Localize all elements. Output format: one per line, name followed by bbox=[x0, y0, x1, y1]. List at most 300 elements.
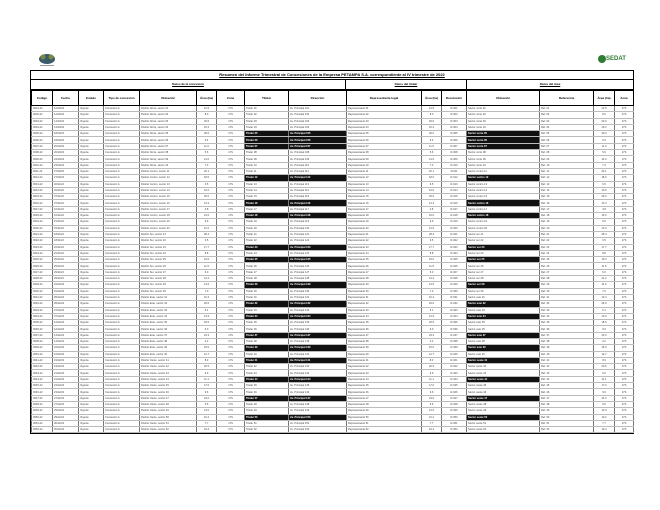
table-cell: 30.0 bbox=[594, 131, 615, 137]
table-cell: 6.5 bbox=[422, 181, 442, 187]
table-cell: Sector oeste 51 bbox=[467, 420, 540, 426]
table-cell: R-016 bbox=[442, 200, 467, 206]
table-cell: 0004-22 bbox=[32, 124, 53, 130]
table-cell: 17S bbox=[217, 118, 245, 124]
table-cell: R-027 bbox=[442, 269, 467, 275]
table-cell: Titular 12 bbox=[245, 175, 289, 181]
table-cell: Av. Principal 131 bbox=[289, 294, 347, 300]
table-cell: R-046 bbox=[442, 389, 467, 395]
table-cell: 17S bbox=[615, 332, 634, 338]
table-cell: 19.4 bbox=[422, 427, 442, 433]
table-cell: 11.1 bbox=[422, 376, 442, 382]
table-cell: 16.0 bbox=[594, 213, 615, 219]
table-cell: Distrito Oeste, sector 41 bbox=[140, 357, 197, 363]
table-cell: R-022 bbox=[442, 238, 467, 244]
table-cell: 30/12/22 bbox=[53, 420, 79, 426]
table-cell: Distrito Sur, sector 29 bbox=[140, 282, 197, 288]
table-cell: Vigente bbox=[79, 389, 104, 395]
table-cell: 19.0 bbox=[594, 257, 615, 263]
table-cell: 7.3 bbox=[594, 162, 615, 168]
table-cell: R-051 bbox=[442, 420, 467, 426]
table-cell: Distrito Este, sector 38 bbox=[140, 338, 197, 344]
table-cell: 0022-22 bbox=[32, 238, 53, 244]
table-cell: Vigente bbox=[79, 162, 104, 168]
table-cell: 12.0 bbox=[197, 225, 217, 231]
table-cell: 17S bbox=[615, 225, 634, 231]
table-cell: Sector centro 18 bbox=[467, 213, 540, 219]
table-cell: Ref. 39 bbox=[540, 345, 594, 351]
table-cell: Sector norte 03 bbox=[467, 118, 540, 124]
table-cell: Av. Principal 104 bbox=[289, 124, 347, 130]
table-cell: Ref. 15 bbox=[540, 194, 594, 200]
table-cell: Concesión A bbox=[104, 401, 140, 407]
table-cell: 17S bbox=[217, 301, 245, 307]
table-cell: Concesión A bbox=[104, 282, 140, 288]
table-cell: 13.9 bbox=[197, 313, 217, 319]
table-cell: 17S bbox=[217, 338, 245, 344]
table-cell: Concesión A bbox=[104, 206, 140, 212]
table-cell: Representante 25 bbox=[347, 257, 422, 263]
table-cell: R-044 bbox=[442, 376, 467, 382]
table-cell: R-018 bbox=[442, 213, 467, 219]
table-cell: 10/11/22 bbox=[53, 213, 79, 219]
column-header: Área (ha) bbox=[422, 91, 442, 106]
table-cell: 17S bbox=[615, 364, 634, 370]
table-cell: Titular 32 bbox=[245, 301, 289, 307]
table-cell: 02/11/22 bbox=[53, 187, 79, 193]
table-cell: 15.0 bbox=[422, 345, 442, 351]
table-cell: 16/12/22 bbox=[53, 345, 79, 351]
table-cell: 21/12/22 bbox=[53, 370, 79, 376]
table-cell: 29/11/22 bbox=[53, 276, 79, 282]
table-cell: Distrito Este, sector 33 bbox=[140, 307, 197, 313]
table-cell: 20/10/22 bbox=[53, 150, 79, 156]
table-cell: 12.5 bbox=[594, 106, 615, 112]
table-cell: Sector sur 23 bbox=[467, 244, 540, 250]
table-cell: Distrito Centro, sector 19 bbox=[140, 219, 197, 225]
table-cell: 17S bbox=[217, 231, 245, 237]
table-cell: R-031 bbox=[442, 294, 467, 300]
table-cell: 17S bbox=[615, 383, 634, 389]
column-groups bbox=[31, 80, 633, 90]
table-cell: Titular 38 bbox=[245, 338, 289, 344]
table-cell: Concesión A bbox=[104, 320, 140, 326]
table-cell: Distrito Centro, sector 13 bbox=[140, 181, 197, 187]
table-cell: Ref. 50 bbox=[540, 414, 594, 420]
table-cell: Ref. 17 bbox=[540, 206, 594, 212]
table-cell: Ref. 27 bbox=[540, 269, 594, 275]
table-cell: 17S bbox=[217, 320, 245, 326]
table-cell: R-015 bbox=[442, 194, 467, 200]
table-cell: 0041-22 bbox=[32, 357, 53, 363]
table-cell: Av. Principal 150 bbox=[289, 414, 347, 420]
table-cell: 4.2 bbox=[197, 338, 217, 344]
table-cell: Concesión A bbox=[104, 414, 140, 420]
table-cell: Av. Principal 102 bbox=[289, 112, 347, 118]
table-cell: Vigente bbox=[79, 156, 104, 162]
table-cell: 0007-22 bbox=[32, 143, 53, 149]
table-cell: Titular 16 bbox=[245, 200, 289, 206]
table-cell: Titular 24 bbox=[245, 250, 289, 256]
table-cell: Sector este 35 bbox=[467, 320, 540, 326]
table-cell: 17S bbox=[615, 288, 634, 294]
table-cell: 0024-22 bbox=[32, 250, 53, 256]
table-cell: Ref. 11 bbox=[540, 168, 594, 174]
table-cell: 8.3 bbox=[594, 357, 615, 363]
table-cell: 17S bbox=[615, 263, 634, 269]
table-cell: 29/11/22 bbox=[53, 269, 79, 275]
table-cell: Vigente bbox=[79, 257, 104, 263]
table-cell: Representante 15 bbox=[347, 194, 422, 200]
table-cell: Distrito Oeste, sector 42 bbox=[140, 364, 197, 370]
table-cell: Av. Principal 130 bbox=[289, 288, 347, 294]
table-cell: Sector oeste 47 bbox=[467, 395, 540, 401]
table-cell: Concesión A bbox=[104, 150, 140, 156]
table-cell: 5.5 bbox=[197, 401, 217, 407]
table-cell: Av. Principal 148 bbox=[289, 401, 347, 407]
table-cell: Vigente bbox=[79, 200, 104, 206]
table-cell: Representante 13 bbox=[347, 181, 422, 187]
table-cell: R-038 bbox=[442, 338, 467, 344]
table-cell: 17.0 bbox=[422, 383, 442, 389]
table-cell: Ref. 25 bbox=[540, 257, 594, 263]
table-cell: 11.5 bbox=[197, 263, 217, 269]
table-cell: Concesión A bbox=[104, 395, 140, 401]
table-cell: 17S bbox=[217, 370, 245, 376]
table-cell: 17S bbox=[615, 376, 634, 382]
table-cell: Concesión A bbox=[104, 213, 140, 219]
table-cell: 17S bbox=[217, 332, 245, 338]
table-cell: Sector centro 16 bbox=[467, 200, 540, 206]
table-cell: Concesión A bbox=[104, 244, 140, 250]
table-cell: R-033 bbox=[442, 307, 467, 313]
table-cell: 23.3 bbox=[594, 332, 615, 338]
table-cell: 17S bbox=[615, 389, 634, 395]
table-cell: Ref. 14 bbox=[540, 187, 594, 193]
table-cell: 10.4 bbox=[594, 294, 615, 300]
table-cell: Sector centro 15 bbox=[467, 194, 540, 200]
table-cell: Ref. 52 bbox=[540, 427, 594, 433]
table-cell: Representante 10 bbox=[347, 162, 422, 168]
table-cell: 18.5 bbox=[197, 320, 217, 326]
table-cell: Titular 40 bbox=[245, 351, 289, 357]
table-cell: 15.0 bbox=[197, 345, 217, 351]
table-cell: R-023 bbox=[442, 244, 467, 250]
table-cell: 18.0 bbox=[422, 175, 442, 181]
table-cell: 23/12/22 bbox=[53, 389, 79, 395]
table-cell: 11.5 bbox=[594, 263, 615, 269]
table-cell: Representante 34 bbox=[347, 313, 422, 319]
table-cell: Vigente bbox=[79, 106, 104, 112]
table-cell: Av. Principal 120 bbox=[289, 225, 347, 231]
table-cell: Titular 30 bbox=[245, 288, 289, 294]
table-cell: 13.0 bbox=[197, 408, 217, 414]
table-cell: Sector norte 10 bbox=[467, 162, 540, 168]
table-cell: Sector centro 19 bbox=[467, 219, 540, 225]
table-cell: 17S bbox=[217, 414, 245, 420]
table-cell: 17S bbox=[217, 364, 245, 370]
table-cell: 18/10/22 bbox=[53, 137, 79, 143]
table-cell: 4.2 bbox=[422, 338, 442, 344]
table-cell: Av. Principal 122 bbox=[289, 238, 347, 244]
table-cell: Av. Principal 113 bbox=[289, 181, 347, 187]
table-cell: Vigente bbox=[79, 263, 104, 269]
table-cell: Titular 27 bbox=[245, 269, 289, 275]
table-cell: 17S bbox=[615, 168, 634, 174]
table-cell: Av. Principal 149 bbox=[289, 408, 347, 414]
table-cell: Sector este 33 bbox=[467, 307, 540, 313]
table-cell: 17S bbox=[615, 313, 634, 319]
table-cell: Vigente bbox=[79, 351, 104, 357]
column-header: Zona bbox=[615, 91, 634, 106]
table-cell: Concesión A bbox=[104, 389, 140, 395]
table-cell: 17S bbox=[217, 326, 245, 332]
table-cell: 17S bbox=[615, 338, 634, 344]
table-cell: Distrito Oeste, sector 44 bbox=[140, 376, 197, 382]
column-header: Titular bbox=[245, 91, 289, 106]
table-cell: 12.7 bbox=[422, 351, 442, 357]
table-cell: R-004 bbox=[442, 124, 467, 130]
table-cell: 24/10/22 bbox=[53, 156, 79, 162]
table-cell: 17S bbox=[615, 213, 634, 219]
table-cell: Representante 17 bbox=[347, 206, 422, 212]
table-cell: 0010-22 bbox=[32, 162, 53, 168]
table-cell: 25.0 bbox=[422, 194, 442, 200]
table-cell: Titular 06 bbox=[245, 137, 289, 143]
table-cell: 10.4 bbox=[197, 294, 217, 300]
table-cell: 17S bbox=[217, 187, 245, 193]
table-cell: 11.0 bbox=[594, 143, 615, 149]
table-cell: 0014-22 bbox=[32, 187, 53, 193]
column-header: Ubicación bbox=[140, 91, 197, 106]
table-cell: 5.5 bbox=[594, 401, 615, 407]
table-cell: Av. Principal 138 bbox=[289, 338, 347, 344]
table-cell: 15/11/22 bbox=[53, 219, 79, 225]
table-cell: Vigente bbox=[79, 313, 104, 319]
table-cell: Distrito Norte, sector 04 bbox=[140, 124, 197, 130]
table-cell: 0005-22 bbox=[32, 131, 53, 137]
table-cell: Titular 42 bbox=[245, 364, 289, 370]
table-cell: Av. Principal 139 bbox=[289, 345, 347, 351]
table-cell: 17S bbox=[217, 150, 245, 156]
table-cell: Representante 33 bbox=[347, 307, 422, 313]
table-cell: Titular 36 bbox=[245, 326, 289, 332]
table-cell: Titular 08 bbox=[245, 150, 289, 156]
table-cell: 17S bbox=[217, 307, 245, 313]
table-cell: 12.5 bbox=[422, 106, 442, 112]
table-cell: 17S bbox=[217, 269, 245, 275]
table-cell: 17S bbox=[217, 156, 245, 162]
table-cell: 8.3 bbox=[197, 357, 217, 363]
table-cell: Sector sur 22 bbox=[467, 238, 540, 244]
table-cell: Distrito Oeste, sector 43 bbox=[140, 370, 197, 376]
table-cell: 17S bbox=[217, 168, 245, 174]
table-cell: 0030-22 bbox=[32, 288, 53, 294]
table-cell: Titular 07 bbox=[245, 143, 289, 149]
table-cell: 07/11/22 bbox=[53, 194, 79, 200]
table-cell: 15.2 bbox=[594, 124, 615, 130]
table-cell: 21/12/22 bbox=[53, 376, 79, 382]
table-cell: Distrito Norte, sector 02 bbox=[140, 112, 197, 118]
table-cell: Sector norte 04 bbox=[467, 124, 540, 130]
table-cell: Sector oeste 42 bbox=[467, 364, 540, 370]
table-cell: Av. Principal 117 bbox=[289, 206, 347, 212]
table-cell: Distrito Este, sector 40 bbox=[140, 351, 197, 357]
table-cell: 17S bbox=[217, 263, 245, 269]
table-cell: Titular 13 bbox=[245, 181, 289, 187]
table-cell: 19/12/22 bbox=[53, 364, 79, 370]
table-cell: 9.0 bbox=[594, 326, 615, 332]
table-cell: Vigente bbox=[79, 187, 104, 193]
table-cell: 17S bbox=[615, 175, 634, 181]
table-cell: Ref. 09 bbox=[540, 156, 594, 162]
table-cell: Ref. 12 bbox=[540, 175, 594, 181]
table-cell: Vigente bbox=[79, 364, 104, 370]
table-cell: 17.0 bbox=[197, 383, 217, 389]
table-cell: Distrito Centro, sector 15 bbox=[140, 194, 197, 200]
table-cell: 6.5 bbox=[594, 181, 615, 187]
table-cell: Sector este 37 bbox=[467, 332, 540, 338]
table-cell: Concesión A bbox=[104, 332, 140, 338]
table-cell: 17S bbox=[615, 131, 634, 137]
left-logo bbox=[36, 52, 58, 68]
table-cell: Concesión A bbox=[104, 181, 140, 187]
table-cell: Sector este 40 bbox=[467, 351, 540, 357]
table-cell: 8.0 bbox=[197, 112, 217, 118]
table-cell: Representante 41 bbox=[347, 357, 422, 363]
table-cell: Sector oeste 45 bbox=[467, 383, 540, 389]
table-cell: 17S bbox=[217, 143, 245, 149]
table-cell: Representante 38 bbox=[347, 338, 422, 344]
table-cell: 4.8 bbox=[594, 206, 615, 212]
table-cell: R-043 bbox=[442, 370, 467, 376]
table-cell: 9.4 bbox=[422, 137, 442, 143]
table-cell: Sector sur 26 bbox=[467, 263, 540, 269]
table-cell: 17S bbox=[217, 194, 245, 200]
table-cell: 24.0 bbox=[422, 395, 442, 401]
table-cell: Concesión A bbox=[104, 131, 140, 137]
table-cell: Distrito Sur, sector 22 bbox=[140, 238, 197, 244]
table-cell: Representante 26 bbox=[347, 263, 422, 269]
table-cell: 7.3 bbox=[422, 162, 442, 168]
table-cell: Vigente bbox=[79, 124, 104, 130]
table-cell: 0044-22 bbox=[32, 376, 53, 382]
table-cell: Distrito Oeste, sector 48 bbox=[140, 401, 197, 407]
table-cell: Representante 09 bbox=[347, 156, 422, 162]
table-cell: 17S bbox=[615, 351, 634, 357]
table-cell: R-034 bbox=[442, 313, 467, 319]
table-cell: Ref. 48 bbox=[540, 401, 594, 407]
table-cell: Sector sur 28 bbox=[467, 276, 540, 282]
table-cell: 17S bbox=[217, 294, 245, 300]
table-cell: Titular 26 bbox=[245, 263, 289, 269]
group-area: Datos del área bbox=[539, 82, 561, 86]
table-cell: 0038-22 bbox=[32, 338, 53, 344]
table-cell: Sector centro 14 bbox=[467, 187, 540, 193]
table-cell: 17S bbox=[217, 408, 245, 414]
table-cell: Concesión A bbox=[104, 376, 140, 382]
table-cell: Vigente bbox=[79, 408, 104, 414]
table-cell: Vigente bbox=[79, 320, 104, 326]
table-cell: 30.0 bbox=[197, 131, 217, 137]
table-cell: R-048 bbox=[442, 401, 467, 407]
table-cell: 17.7 bbox=[594, 244, 615, 250]
table-cell: Concesión A bbox=[104, 338, 140, 344]
column-header: Referencia bbox=[540, 91, 594, 106]
table-cell: Sector norte 05 bbox=[467, 131, 540, 137]
table-cell: 14/12/22 bbox=[53, 332, 79, 338]
table-cell: Representante 21 bbox=[347, 231, 422, 237]
table-cell: 0003-22 bbox=[32, 118, 53, 124]
table-cell: 0051-22 bbox=[32, 420, 53, 426]
table-cell: 17S bbox=[615, 156, 634, 162]
table-cell: Av. Principal 127 bbox=[289, 269, 347, 275]
table-cell: 19.0 bbox=[422, 257, 442, 263]
table-cell: Concesión A bbox=[104, 112, 140, 118]
table-cell: Sector oeste 49 bbox=[467, 408, 540, 414]
table-cell: Av. Principal 110 bbox=[289, 162, 347, 168]
table-cell: 07/12/22 bbox=[53, 307, 79, 313]
table-cell: R-024 bbox=[442, 250, 467, 256]
column-header: Código bbox=[32, 91, 53, 106]
table-cell: Vigente bbox=[79, 357, 104, 363]
table-cell: 30/12/22 bbox=[53, 427, 79, 433]
table-cell: Concesión A bbox=[104, 124, 140, 130]
table-cell: 17S bbox=[217, 131, 245, 137]
table-cell: 0028-22 bbox=[32, 276, 53, 282]
table-cell: 17S bbox=[217, 288, 245, 294]
table-cell: Ref. 43 bbox=[540, 370, 594, 376]
table-cell: Representante 08 bbox=[347, 150, 422, 156]
table-cell: Av. Principal 119 bbox=[289, 219, 347, 225]
table-cell: 07/11/22 bbox=[53, 200, 79, 206]
table-cell: Concesión A bbox=[104, 301, 140, 307]
table-cell: Vigente bbox=[79, 420, 104, 426]
table-cell: Ref. 44 bbox=[540, 376, 594, 382]
column-header: Ubicación bbox=[467, 91, 540, 106]
table-cell: Concesión A bbox=[104, 187, 140, 193]
table-cell: Vigente bbox=[79, 383, 104, 389]
table-cell: 19/12/22 bbox=[53, 357, 79, 363]
table-cell: 17S bbox=[217, 345, 245, 351]
table-cell: Ref. 28 bbox=[540, 276, 594, 282]
table-cell: 17S bbox=[615, 269, 634, 275]
table-cell: 26.0 bbox=[422, 301, 442, 307]
table-cell: Sector sur 25 bbox=[467, 257, 540, 263]
table-cell: Titular 14 bbox=[245, 187, 289, 193]
table-cell: 12.7 bbox=[197, 351, 217, 357]
table-cell: Representante 48 bbox=[347, 401, 422, 407]
table-cell: 17S bbox=[615, 395, 634, 401]
table-cell: Concesión A bbox=[104, 351, 140, 357]
table-cell: 0034-22 bbox=[32, 313, 53, 319]
table-cell: Sector centro 12 bbox=[467, 175, 540, 181]
table-cell: Concesión A bbox=[104, 194, 140, 200]
table-cell: Distrito Sur, sector 21 bbox=[140, 231, 197, 237]
table-cell: Concesión A bbox=[104, 276, 140, 282]
table-cell: 17S bbox=[217, 351, 245, 357]
table-cell: 21.2 bbox=[594, 276, 615, 282]
table-cell: Av. Principal 144 bbox=[289, 376, 347, 382]
table-cell: R-014 bbox=[442, 187, 467, 193]
table-cell: Av. Principal 143 bbox=[289, 370, 347, 376]
table-cell: Ref. 01 bbox=[540, 106, 594, 112]
table-cell: 0047-22 bbox=[32, 395, 53, 401]
table-cell: Sector este 39 bbox=[467, 345, 540, 351]
table-cell: Distrito Este, sector 31 bbox=[140, 294, 197, 300]
table-cell: 8.0 bbox=[594, 112, 615, 118]
table-cell: R-028 bbox=[442, 276, 467, 282]
